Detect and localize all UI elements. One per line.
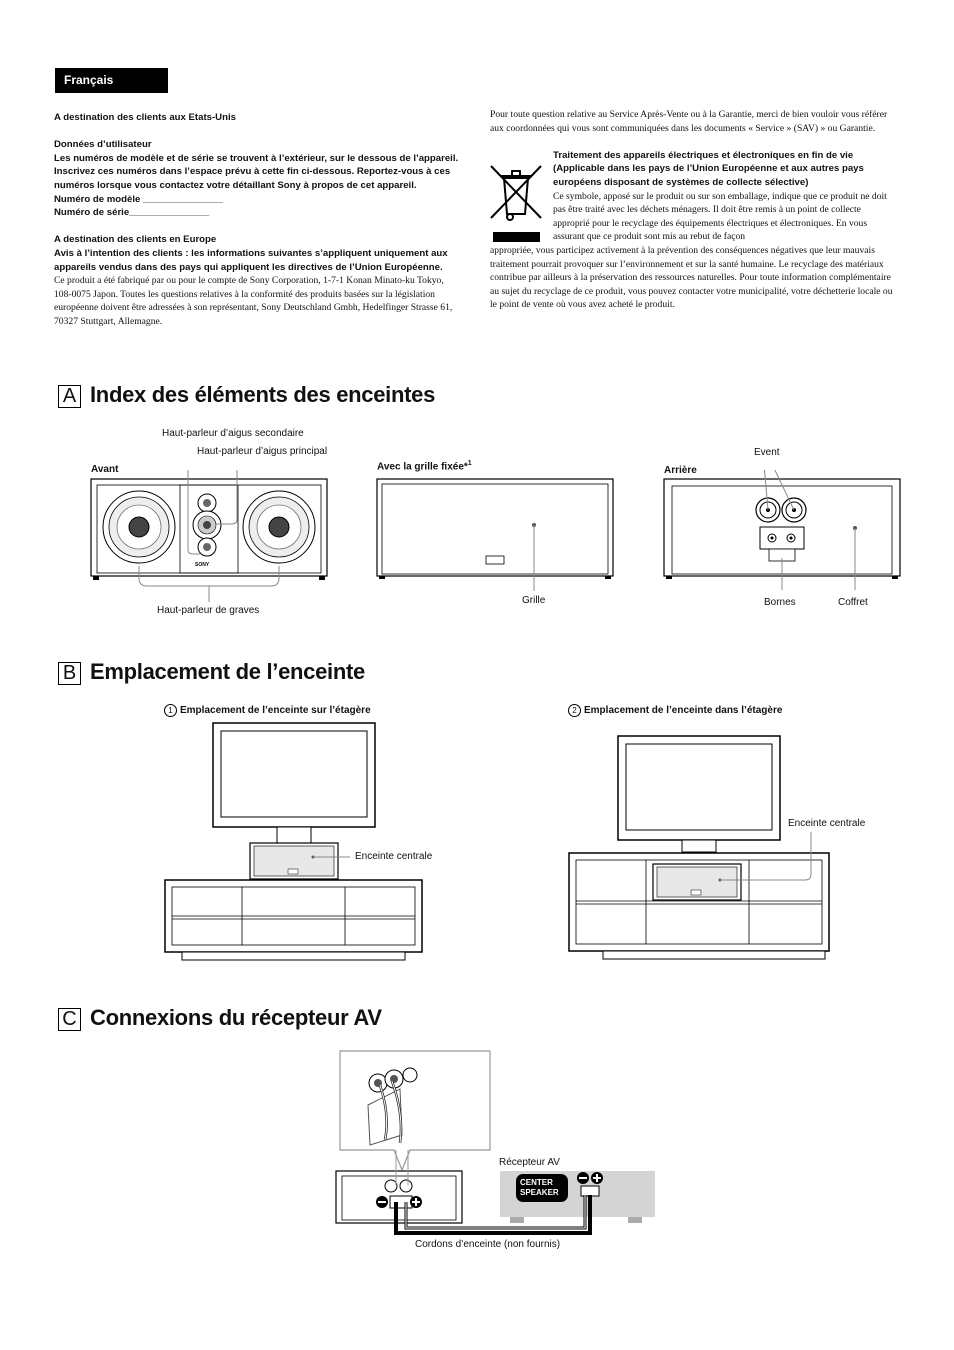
service-text: Pour toute question relative au Service Après-Vente ou à la Garantie, merci de bien vouloir vous référer aux coordonnées qui vous sont communiquées dans les documents « Service » (SAV) » ou Garantie. xyxy=(490,109,888,134)
tv-in-shelf-illustration xyxy=(565,730,835,970)
section-b-title: Emplacement de l’enceinte xyxy=(90,659,365,684)
right-column xyxy=(490,108,900,312)
weee-title: Traitement des appareils électriques et électroniques en fin de vie (Applicable dans les pays de l’Union Européenne et aux autres pays européens disposant de systèmes de collecte sélective) xyxy=(553,149,864,188)
grille-title: Avec la grille fixée*$^1$ xyxy=(377,460,472,473)
rear-label: Arrière xyxy=(664,465,697,476)
section-c-letter: C xyxy=(58,1008,81,1031)
tweeter-secondary-label: Haut-parleur d’aigus secondaire xyxy=(162,428,304,439)
user-data-text: Les numéros de modèle et de série se trouvent à l’extérieur, sur le dessous de l’appareil. Inscrivez ces numéros dans l’espace prévu à cette fin ci-dessous. Reportez-vous à ces numéros lorsque vous contactez votre détaillant Sony à propos de cet appareil. xyxy=(54,152,459,191)
step1-number: 1 xyxy=(164,704,177,717)
section-b-letter: B xyxy=(58,662,81,685)
center-speaker-label-2: Enceinte centrale xyxy=(788,818,866,829)
eu-text: Ce produit a été fabriqué par ou pour le compte de Sony Corporation, 1-7-1 Konan Minato-ku Tokyo, 108-0075 Japon. Toutes les questions relatives à la conformité des produits basées sur la législation européenne doivent être adressées à son représentant, Sony Deutschland Gmbh, Hedelfinger Strasse 61, 70327 Stuttgart, Allemagne. xyxy=(54,275,453,327)
user-data-title: Données d’utilisateur xyxy=(54,139,152,151)
left-column xyxy=(54,111,462,329)
terminals-label: Bornes xyxy=(764,597,796,608)
grille-speaker-illustration xyxy=(370,470,620,610)
sony-logo: SONY xyxy=(195,562,210,568)
eu-notice: Avis à l’intention des clients : les informations suivantes s’appliquent uniquement aux appareils vendus dans des pays qui appliquent les directives de l’Union Européenne. xyxy=(54,247,448,273)
us-customers-title: A destination des clients aux Etats-Unis xyxy=(54,112,236,123)
step2-label: 2 Emplacement de l’enceinte dans l’étagère xyxy=(568,704,782,717)
step1-label: 1 Emplacement de l’enceinte sur l’étagère xyxy=(164,704,371,717)
woofer-label: Haut-parleur de graves xyxy=(157,605,260,616)
av-connection-illustration xyxy=(330,1045,670,1245)
rear-speaker-illustration xyxy=(658,470,908,610)
section-a-title: Index des éléments des enceintes xyxy=(90,382,435,407)
tv-on-shelf-illustration xyxy=(160,720,433,970)
eu-customers-title: A destination des clients en Europe xyxy=(54,234,217,246)
language-tab: Français xyxy=(55,68,168,93)
front-label: Avant xyxy=(91,464,119,475)
serial-number-field: Numéro de série_______________ xyxy=(54,207,210,219)
eu-block xyxy=(54,233,462,328)
tweeter-main-label: Haut-parleur d’aigus principal xyxy=(197,446,328,457)
grille-label: Grille xyxy=(522,595,546,606)
section-c-title: Connexions du récepteur AV xyxy=(90,1005,382,1030)
center-label-2: SPEAKER xyxy=(520,1188,559,1197)
front-speaker-illustration xyxy=(85,470,335,610)
center-label-1: CENTER xyxy=(520,1178,553,1187)
user-data-block xyxy=(54,138,462,220)
weee-text-1: Ce symbole, apposé sur le produit ou sur son emballage, indique que ce produit ne doit pas être traité avec les déchets ménagers. Il doit être remis à un point de collecte approprié pour le recyclage des équipements électriques et électroniques. En vous assurant que ce produit sont mis au rebut de façon xyxy=(553,190,887,243)
crossed-bin-icon xyxy=(488,160,544,246)
model-number-field: Numéro de modèle _______________ xyxy=(54,193,224,205)
receiver-label: Récepteur AV xyxy=(499,1157,560,1168)
center-speaker-label-1: Enceinte centrale xyxy=(355,851,433,862)
weee-text-2: appropriée, vous participez activement à la prévention des conséquences négatives que leur mauvais traitement pourrait provoquer sur l’environnement et sur la santé humaine. Le recyclage des matériaux contribue par ailleurs à la préservation des ressources naturelles. Pour toute information complémentaire au sujet du recyclage de ce produit, vous pouvez contacter votre municipalité, votre déchetterie locale ou le point de vente où vous avez acheté le produit. xyxy=(490,244,893,311)
section-a-letter: A xyxy=(58,385,81,408)
event-label: Event xyxy=(754,447,780,458)
cabinet-label: Coffret xyxy=(838,597,868,608)
step2-number: 2 xyxy=(568,704,581,717)
speaker-cords-label: Cordons d’enceinte (non fournis) xyxy=(415,1239,561,1250)
